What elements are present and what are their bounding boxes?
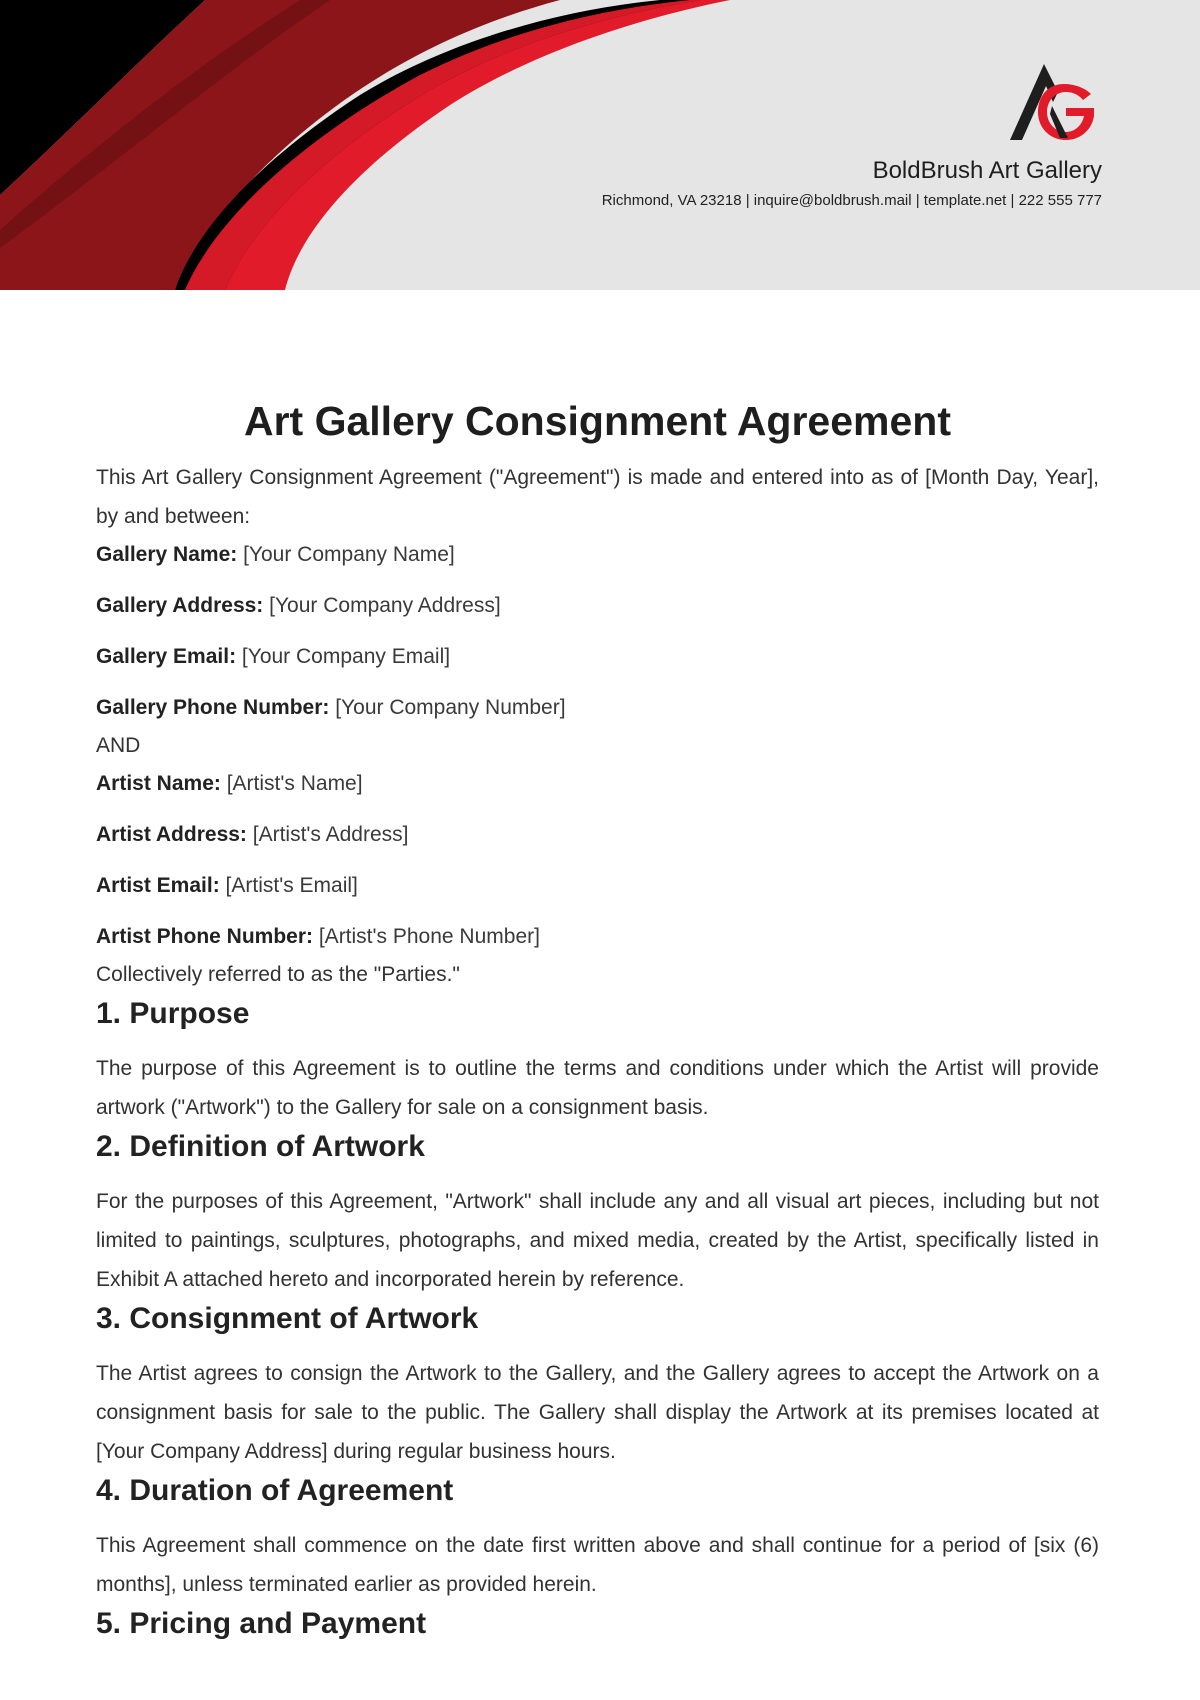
field-value: [Your Company Address]	[263, 594, 501, 617]
field-value: [Your Company Name]	[237, 543, 455, 566]
field-value: [Your Company Number]	[329, 696, 566, 719]
section-heading: 1. Purpose	[96, 997, 250, 1030]
field-label: Artist Address:	[96, 823, 247, 846]
section-heading: 4. Duration of Agreement	[96, 1474, 454, 1507]
section-purpose	[96, 994, 1099, 1127]
gallery-name: BoldBrush Art Gallery	[872, 157, 1102, 184]
letterhead	[0, 0, 1200, 290]
field-label: Gallery Name:	[96, 543, 238, 566]
section-heading: 2. Definition of Artwork	[96, 1130, 425, 1163]
artist-address-field	[96, 816, 1099, 854]
section-heading: 5. Pricing and Payment	[96, 1607, 427, 1640]
brand-block	[402, 62, 1102, 210]
field-value: [Artist's Address]	[246, 823, 409, 846]
field-label: Artist Phone Number:	[96, 925, 314, 948]
gallery-name-field	[96, 536, 1099, 574]
gallery-phone-field	[96, 689, 1099, 727]
gallery-details	[96, 536, 1099, 727]
document-title: Art Gallery Consignment Agreement	[243, 398, 951, 444]
intro-paragraph: This Art Gallery Consignment Agreement ("Agreement") is made and entered into as of [Month Day, Year], by and between:	[96, 466, 1099, 528]
field-label: Gallery Phone Number:	[96, 696, 330, 719]
section-heading: 3. Consignment of Artwork	[96, 1302, 479, 1335]
field-value: [Artist's Phone Number]	[313, 925, 540, 948]
section-text: The Artist agrees to consign the Artwork to the Gallery, and the Gallery agrees to accept the Artwork on a consignment basis for sale to the public. The Gallery shall display the Artwork at its premises located at [Your Company Address] during regular business hours.	[96, 1362, 1099, 1463]
field-value: [Artist's Email]	[219, 874, 358, 897]
section-duration-of-agreement	[96, 1471, 1099, 1604]
artist-name-field	[96, 765, 1099, 803]
field-label: Gallery Address:	[96, 594, 264, 617]
and-separator: AND	[96, 734, 141, 757]
document-body	[96, 392, 1099, 1644]
section-pricing-and-payment	[96, 1604, 1099, 1644]
gallery-email-field	[96, 638, 1099, 676]
field-value: [Your Company Email]	[236, 645, 451, 668]
field-value: [Artist's Name]	[220, 772, 363, 795]
artist-phone-field	[96, 918, 1099, 956]
field-label: Artist Email:	[96, 874, 220, 897]
section-definition-of-artwork	[96, 1127, 1099, 1299]
parties-statement: Collectively referred to as the "Parties."	[96, 963, 460, 986]
artist-details	[96, 765, 1099, 956]
section-text: The purpose of this Agreement is to outline the terms and conditions under which the Artist will provide artwork ("Artwork") to the Gallery for sale on a consignment basis.	[96, 1057, 1099, 1119]
gallery-contact-line: Richmond, VA 23218 | inquire@boldbrush.mail | template.net | 222 555 777	[601, 192, 1102, 209]
section-text: For the purposes of this Agreement, "Artwork" shall include any and all visual art pieces, including but not limited to paintings, sculptures, photographs, and mixed media, created by the Artist, specifically listed in Exhibit A attached hereto and incorporated herein by reference.	[96, 1190, 1099, 1291]
gallery-address-field	[96, 587, 1099, 625]
section-text: This Agreement shall commence on the date first written above and shall continue for a period of [six (6) months], unless terminated earlier as provided herein.	[96, 1534, 1099, 1596]
section-consignment-of-artwork	[96, 1299, 1099, 1471]
field-label: Artist Name:	[96, 772, 221, 795]
field-label: Gallery Email:	[96, 645, 237, 668]
letter-a-g-logo-icon	[1006, 62, 1102, 148]
artist-email-field	[96, 867, 1099, 905]
